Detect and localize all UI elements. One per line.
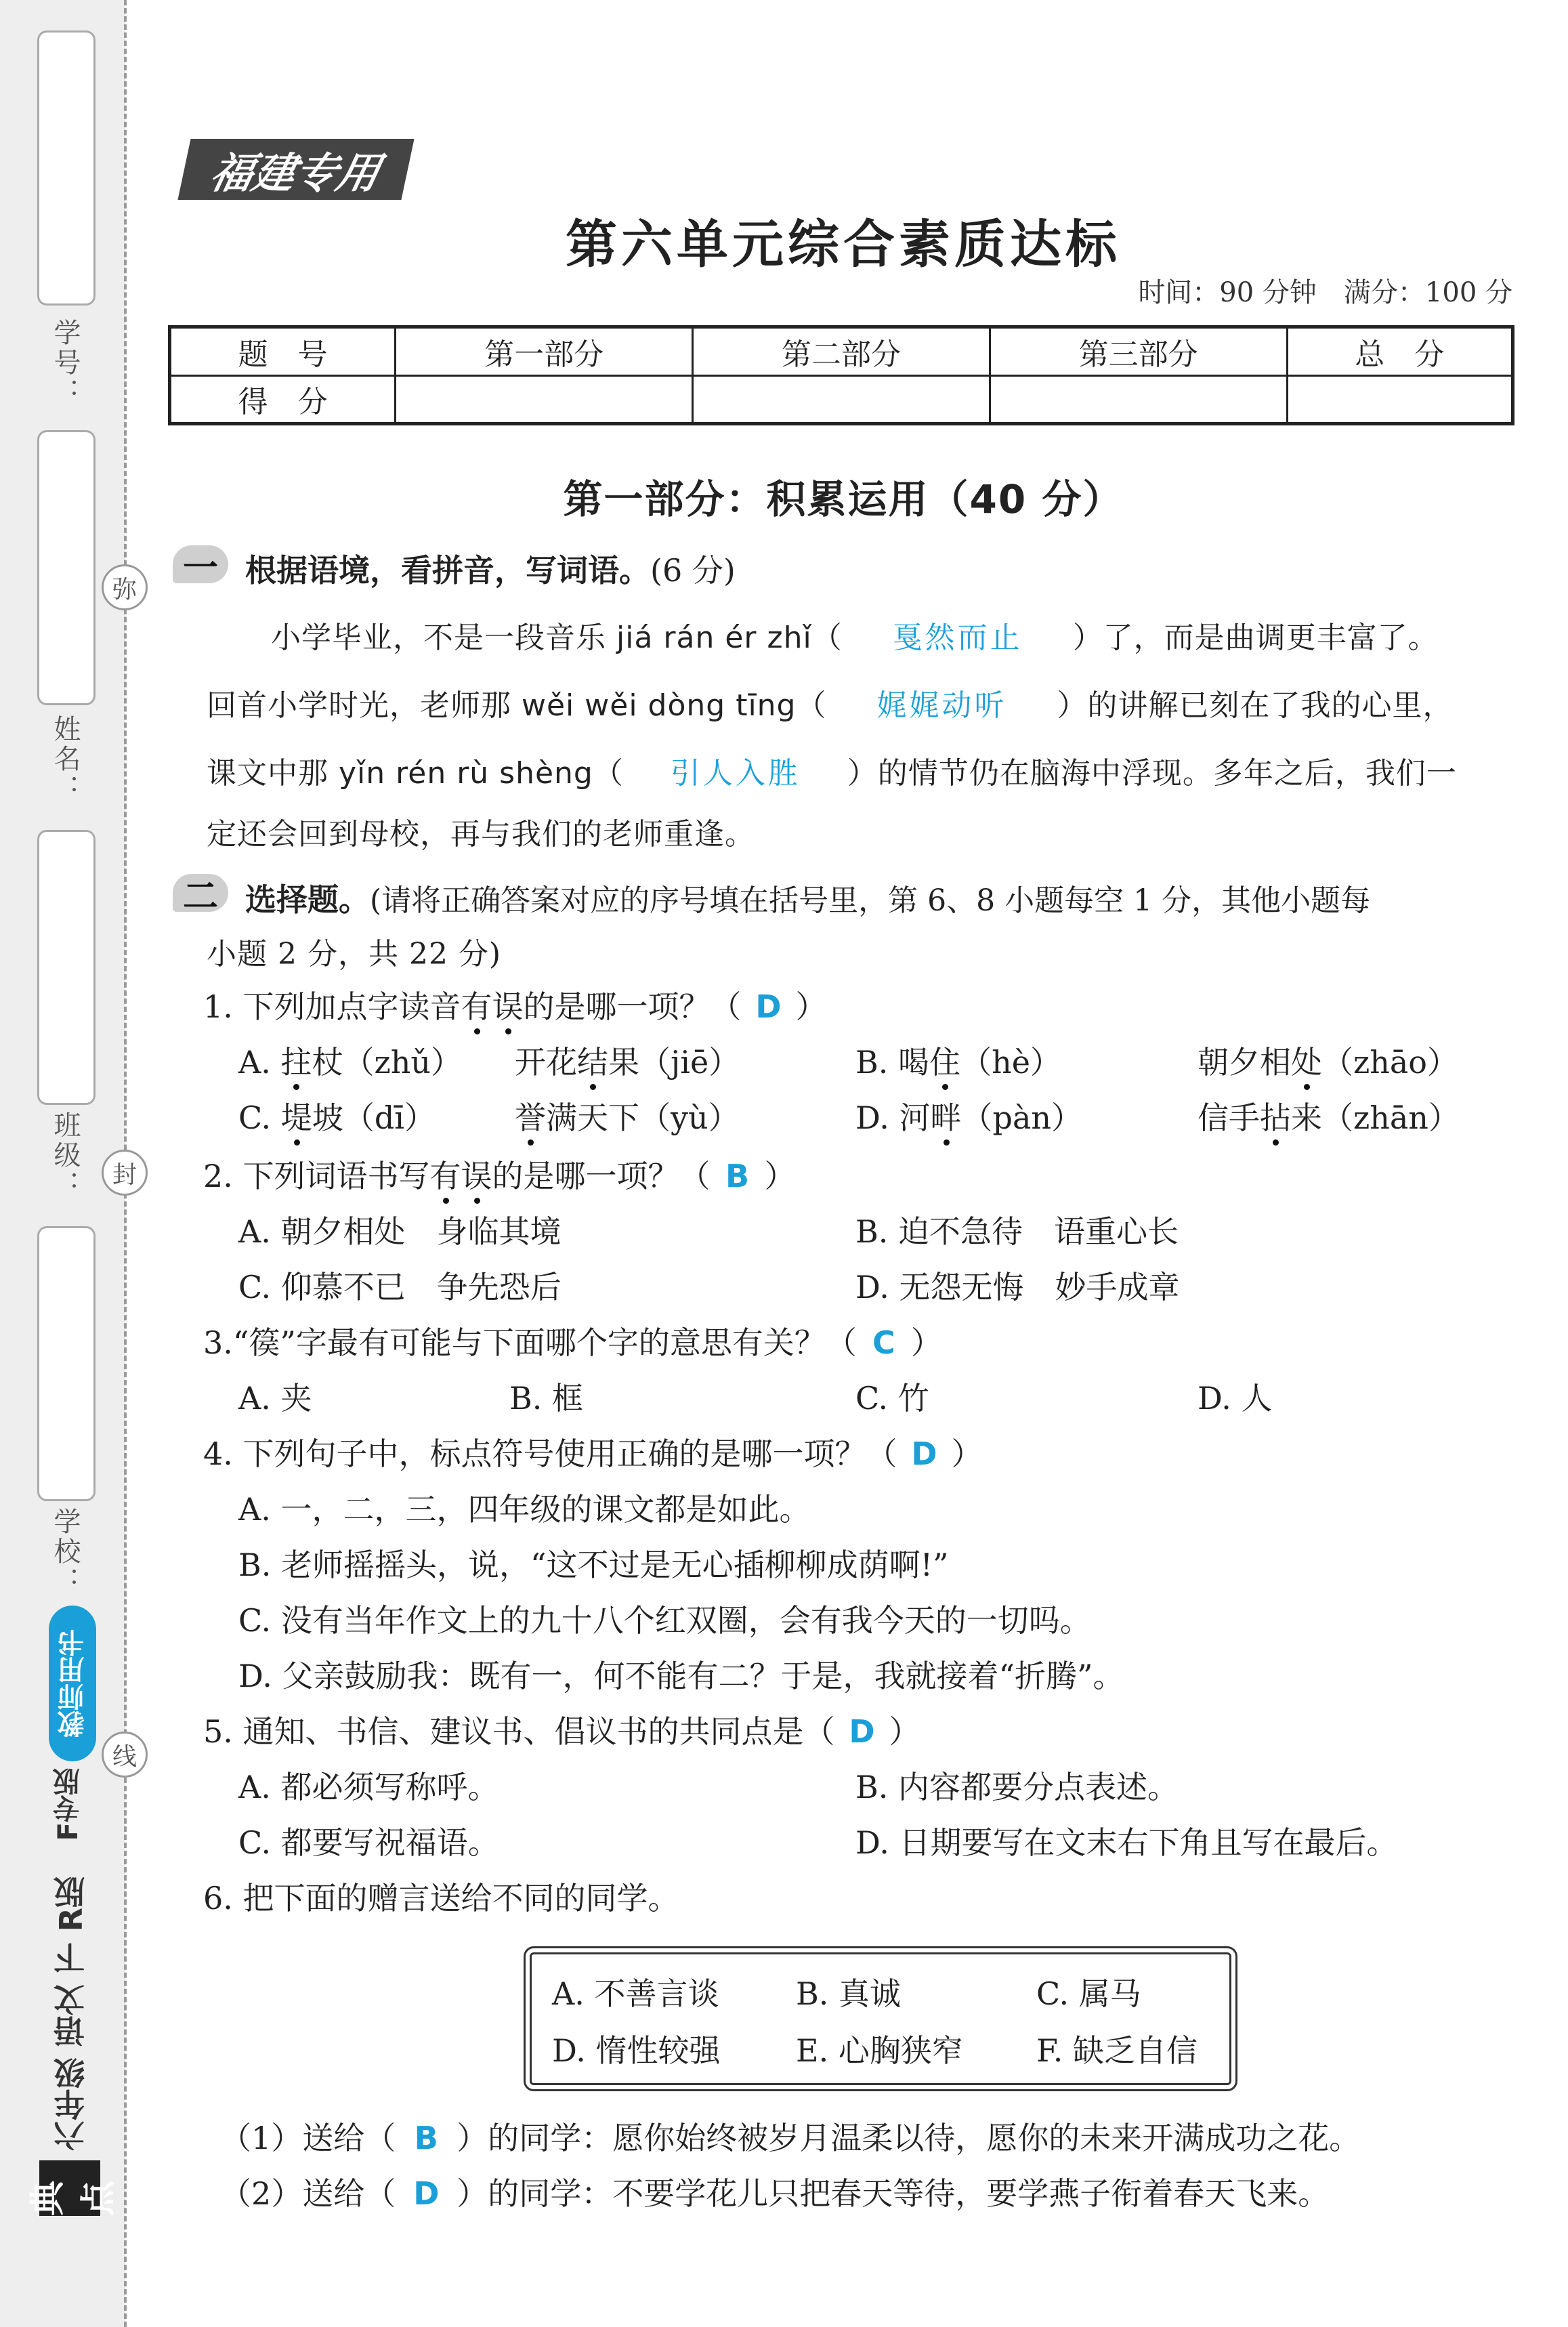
paren: （	[796, 688, 827, 723]
dotted-char: 住	[929, 1044, 961, 1081]
q1-stem	[203, 982, 827, 1027]
dotted-char: 拄	[280, 1044, 312, 1081]
q6-answer: D	[413, 2175, 440, 2212]
q4-option-d: D. 父亲鼓励我：既有一，何不能有二？于是，我就接着“折腾”。	[238, 1658, 1124, 1694]
dotted-char: 畔	[930, 1099, 962, 1136]
student-id-label: 学号：	[49, 318, 81, 408]
word-box	[530, 1952, 1231, 2085]
q3-option-b: B. 框	[509, 1380, 584, 1417]
q1-option-a	[238, 1038, 462, 1083]
pinyin: jiá rán ér zhǐ	[616, 621, 812, 655]
q2-stem	[203, 1152, 796, 1196]
q4-option-c: C. 没有当年作文上的九十八个红双圈，会有我今天的一切吗。	[238, 1602, 1091, 1639]
dotted-char: 结	[577, 1044, 608, 1081]
q6-sub2	[220, 2169, 1329, 2214]
school-box[interactable]	[37, 1226, 96, 1501]
text: ）的讲解已刻在了我的心里，	[1057, 688, 1454, 723]
opt-text: 来（zhān）	[1291, 1099, 1460, 1136]
q1-answer-blank[interactable]	[742, 988, 796, 1025]
q4-stem	[203, 1429, 983, 1474]
q6-text: ）的同学：愿你始终被岁月温柔以待，愿你的未来开满成功之花。	[457, 2120, 1361, 2156]
seal-xian: 线	[102, 1732, 148, 1778]
q3-option-d: D. 人	[1198, 1380, 1273, 1417]
teacher-edition-label: 教师用书	[57, 1629, 89, 1738]
opt-text: 杖（zhǔ）	[312, 1044, 462, 1081]
q6-text: （1）送给（	[220, 2120, 396, 2156]
paren: （	[593, 756, 624, 791]
score-row-label: 得 分	[170, 375, 396, 424]
q5-answer: D	[849, 1713, 875, 1750]
q2-option-c: C. 仰慕不已 争先恐后	[238, 1269, 561, 1305]
sec1-line4: 定还会回到母校，再与我们的老师重逢。	[207, 817, 755, 852]
answer-blank[interactable]	[826, 681, 1057, 724]
q6-answer-blank[interactable]	[396, 2175, 457, 2212]
q2-answer-blank[interactable]	[711, 1158, 765, 1194]
opt-text: 朝夕相	[1198, 1044, 1291, 1081]
q3-text: ）	[910, 1324, 942, 1361]
q5-option-b: B. 内容都要分点表述。	[855, 1769, 1179, 1805]
handwritten-answer: 戛然而止	[892, 621, 1023, 655]
q4-text: ）	[951, 1435, 983, 1472]
score-header-cell: 第一部分	[396, 327, 693, 376]
teacher-edition-tag	[49, 1606, 96, 1761]
q2-option-a: A. 朝夕相处 身临其境	[238, 1213, 561, 1250]
score-value-row	[170, 375, 1513, 424]
dotted-char: 拈	[1260, 1099, 1291, 1136]
dotted-char: 誉	[515, 1099, 546, 1136]
q3-option-a: A. 夹	[238, 1380, 312, 1417]
q2-option-b: B. 迫不急待 语重心长	[855, 1213, 1179, 1250]
q1-option-b2	[1198, 1038, 1458, 1083]
word-option: B. 真诚	[796, 1975, 902, 2012]
q6-stem: 6. 把下面的赠言送给不同的同学。	[203, 1880, 679, 1916]
dotted-char: 堤	[280, 1099, 312, 1136]
opt-text: （zhāo）	[1322, 1044, 1458, 1081]
q6-sub1	[220, 2114, 1360, 2158]
pinyin: yǐn rén rù shèng	[339, 756, 593, 791]
edition-label: F专版	[53, 1768, 84, 1841]
q6-text: ）的同学：不要学花儿只把春天等待，要学燕子衔着春天飞来。	[457, 2175, 1330, 2212]
score-header-cell: 第二部分	[693, 327, 990, 376]
exam-meta: 时间：90 分钟 满分：100 分	[1138, 277, 1512, 308]
section2-title-text: 选择题。	[245, 881, 370, 918]
q2-option-d: D. 无怨无悔 妙手成章	[855, 1269, 1180, 1305]
opt-text: 开花	[515, 1044, 577, 1081]
q5-option-c: C. 都要写祝福语。	[238, 1824, 499, 1861]
section1-points: (6 分)	[650, 552, 736, 589]
q1-text: 1. 下列加点字读音	[203, 988, 461, 1025]
q4-answer: D	[911, 1435, 937, 1472]
q1-text: 的是哪一项？（	[523, 988, 742, 1025]
section1-icon: 一	[173, 545, 228, 583]
text: ）的情节仍在脑海中浮现。多年之后，我们一	[847, 756, 1457, 791]
opt-text: 满天下（yù）	[546, 1099, 740, 1136]
score-table	[168, 325, 1514, 425]
dotted-char: 处	[1291, 1044, 1322, 1081]
region-badge: 福建专用	[177, 139, 414, 200]
opt-text: 果（jiē）	[608, 1044, 740, 1081]
q3-option-c: C. 竹	[855, 1380, 929, 1417]
q5-text: ）	[889, 1713, 920, 1750]
q5-option-a: A. 都必须写称呼。	[238, 1769, 499, 1805]
q3-stem	[203, 1318, 942, 1363]
q1-option-b	[855, 1038, 1061, 1083]
handwritten-answer: 引人入胜	[670, 756, 801, 791]
section1-title	[245, 546, 736, 591]
section1-title-text: 根据语境，看拼音，写词语。	[245, 552, 650, 589]
text: ）了，而是曲调更丰富了。	[1072, 621, 1439, 655]
score-header-cell: 第三部分	[990, 327, 1287, 376]
class-box[interactable]	[37, 830, 96, 1105]
q5-answer-blank[interactable]	[835, 1713, 889, 1750]
handwritten-answer: 娓娓动听	[876, 688, 1007, 723]
part1-title: 第一部分：积累运用（40 分）	[563, 476, 1124, 522]
q2-dotted-char: 有	[429, 1158, 461, 1194]
q1-option-d	[855, 1093, 1082, 1138]
word-option: D. 惰性较强	[552, 2032, 721, 2069]
score-header-row	[170, 327, 1513, 376]
q2-answer: B	[725, 1158, 750, 1194]
q1-answer: D	[755, 988, 782, 1025]
q1-dotted-char: 误	[492, 988, 524, 1025]
word-option: F. 缺乏自信	[1036, 2032, 1198, 2069]
opt-text: 坡（dī）	[312, 1099, 436, 1136]
section2-note-cont: 小题 2 分，共 22 分)	[207, 937, 502, 971]
q5-text: 5. 通知、书信、建议书、倡议书的共同点是（	[203, 1713, 835, 1750]
score-header-cell: 题 号	[170, 327, 396, 376]
q4-answer-blank[interactable]	[897, 1435, 952, 1472]
pinyin: wěi wěi dòng tīng	[522, 688, 797, 723]
opt-text: B. 喝	[855, 1044, 930, 1081]
sec1-line3	[207, 749, 1457, 792]
score-input-cell[interactable]	[396, 375, 693, 424]
word-option: A. 不善言谈	[552, 1975, 719, 2012]
seal-feng: 封	[102, 1150, 148, 1196]
publisher-logo: 典点	[39, 2160, 100, 2216]
opt-text: D. 河	[855, 1099, 931, 1136]
q4-option-b: B. 老师摇摇头，说，“这不过是无心插柳柳成荫啊!”	[238, 1547, 949, 1583]
q1-option-c	[238, 1093, 436, 1138]
sec1-line2	[207, 681, 1453, 724]
opt-text: C.	[238, 1099, 281, 1136]
word-option: E. 心胸狭窄	[796, 2032, 963, 2069]
seal-mi: 弥	[102, 564, 148, 610]
q2-text: 2. 下列词语书写	[203, 1158, 430, 1194]
text: 小学毕业，不是一段音乐	[271, 621, 616, 655]
name-label: 姓名：	[49, 715, 81, 804]
score-input-cell[interactable]	[990, 375, 1287, 424]
word-option: C. 属马	[1036, 1975, 1141, 2012]
q1-option-d2	[1198, 1093, 1460, 1138]
opt-text: （hè）	[960, 1044, 1061, 1081]
score-input-cell[interactable]	[1287, 375, 1512, 424]
q3-answer: C	[872, 1324, 895, 1361]
q3-answer-blank[interactable]	[857, 1324, 911, 1361]
q6-answer: B	[414, 2120, 438, 2156]
score-header-cell: 总 分	[1287, 327, 1512, 376]
q4-option-a: A. 一，二，三，四年级的课文都是如此。	[238, 1491, 811, 1528]
section2-title	[245, 875, 1370, 920]
section2-note: (请将正确答案对应的序号填在括号里，第 6、8 小题每空 1 分，其他小题每	[370, 883, 1371, 918]
opt-text: 信手	[1198, 1099, 1260, 1136]
book-label: 六年级 语文 下 R版	[53, 1877, 89, 2152]
q1-option-c2	[515, 1093, 740, 1138]
section2-icon: 二	[173, 874, 228, 912]
q1-text: ）	[795, 988, 827, 1025]
q6-text: （2）送给（	[220, 2175, 396, 2212]
page-title: 第六单元综合素质达标	[566, 214, 1121, 274]
score-input-cell[interactable]	[693, 375, 990, 424]
q5-option-d: D. 日期要写在文末右下角且写在最后。	[855, 1824, 1398, 1861]
q2-dotted-char: 误	[461, 1158, 492, 1194]
q1-option-a2	[515, 1038, 740, 1083]
q6-answer-blank[interactable]	[396, 2120, 457, 2156]
opt-text: （pàn）	[961, 1099, 1082, 1136]
class-label: 班级：	[49, 1111, 81, 1200]
answer-blank[interactable]	[843, 613, 1073, 656]
school-label: 学校：	[49, 1507, 81, 1597]
sec1-line1	[271, 613, 1439, 656]
q5-stem	[203, 1707, 920, 1752]
q4-text: 4. 下列句子中，标点符号使用正确的是哪一项？（	[203, 1435, 897, 1472]
opt-text: A.	[238, 1044, 281, 1081]
answer-blank[interactable]	[624, 749, 847, 792]
paren: （	[811, 621, 843, 655]
q2-text: ）	[764, 1158, 796, 1194]
q2-text: 的是哪一项？（	[492, 1158, 711, 1194]
text: 课文中那	[207, 756, 339, 791]
q1-dotted-char: 有	[461, 988, 492, 1025]
q3-text: 3.“篌”字最有可能与下面哪个字的意思有关？（	[203, 1324, 857, 1361]
text: 回首小学时光，老师那	[207, 688, 522, 723]
